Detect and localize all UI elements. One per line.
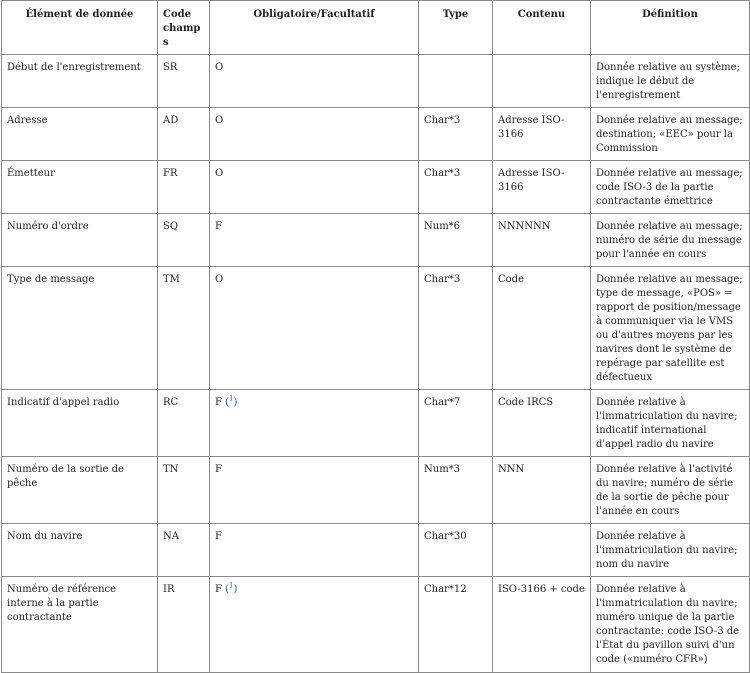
table-row [2, 108, 750, 161]
cell-element-text: Numéro de référence interne à la partie contractante [7, 584, 117, 623]
cell-definition-text: Donnée relative à l'immatriculation du navire; numéro unique de la partie contractante: code ISO-3 de l'État du pavillon suivi d'un code («numéro CFR») [596, 584, 740, 665]
cell-type [419, 267, 493, 390]
cell-contenu-text: NNNNNN [498, 221, 551, 232]
cell-obligatoire [210, 524, 419, 577]
cell-obligatoire [210, 457, 419, 524]
cell-obligatoire-text: F [215, 464, 222, 475]
cell-definition [591, 161, 750, 214]
cell-element-text: Numéro de la sortie de pêche [7, 464, 124, 489]
cell-type-text: Char*3 [424, 274, 461, 285]
table-row [2, 457, 750, 524]
header-code: Code champs [158, 1, 210, 55]
cell-contenu [493, 390, 591, 457]
cell-definition [591, 457, 750, 524]
cell-contenu [493, 267, 591, 390]
footnote-reference-link[interactable]: ($^1$) [225, 581, 238, 595]
cell-element-text: Nom du navire [7, 531, 83, 542]
cell-definition-text: Donnée relative au message; type de message, «POS» = rapport de position/message à communiquer via le VMS ou d'autres moyens par les navires dont le système de repérage par satellite est défectueux [596, 274, 743, 383]
table-row [2, 55, 750, 108]
cell-definition [591, 524, 750, 577]
cell-definition-text: Donnée relative au message; numéro de série du message pour l'année en cours [596, 221, 743, 260]
cell-element-text: Émetteur [7, 168, 55, 179]
header-contenu: Contenu [493, 1, 591, 55]
cell-code [158, 161, 210, 214]
cell-code [158, 214, 210, 267]
cell-contenu-text: ISO-3166 + code [498, 584, 585, 595]
cell-type [419, 524, 493, 577]
cell-element [2, 108, 158, 161]
cell-contenu [493, 108, 591, 161]
cell-obligatoire-text: O [215, 115, 224, 126]
cell-definition [591, 390, 750, 457]
cell-code [158, 457, 210, 524]
cell-definition [591, 55, 750, 108]
table-row [2, 267, 750, 390]
cell-contenu [493, 161, 591, 214]
cell-contenu-text: Code [498, 274, 524, 285]
cell-element-text: Indicatif d'appel radio [7, 397, 120, 408]
cell-element [2, 161, 158, 214]
cell-obligatoire-text: F [215, 584, 222, 595]
cell-contenu [493, 524, 591, 577]
table-row [2, 524, 750, 577]
cell-type [419, 214, 493, 267]
cell-definition [591, 214, 750, 267]
cell-element-text: Adresse [7, 115, 48, 126]
cell-definition-text: Donnée relative au message; code ISO-3 de la partie contractante émettrice [596, 168, 743, 207]
cell-code [158, 108, 210, 161]
cell-type [419, 390, 493, 457]
cell-obligatoire [210, 108, 419, 161]
cell-contenu [493, 214, 591, 267]
cell-obligatoire [210, 390, 419, 457]
header-type: Type [419, 1, 493, 55]
data-elements-table [1, 0, 750, 673]
cell-code-text: AD [163, 115, 179, 126]
footnote-number[interactable]: 1 [229, 581, 234, 590]
cell-code-text: SR [163, 62, 178, 73]
table-header-row [2, 1, 750, 55]
cell-element [2, 390, 158, 457]
cell-definition-text: Donnée relative au système; indique le début de l'enregistrement [596, 62, 740, 101]
table-row [2, 214, 750, 267]
cell-code [158, 55, 210, 108]
cell-code [158, 577, 210, 673]
cell-code-text: SQ [163, 221, 179, 232]
cell-code [158, 390, 210, 457]
cell-code [158, 524, 210, 577]
cell-element-text: Début de l'enregistrement [7, 62, 141, 73]
cell-obligatoire-text: F [215, 221, 222, 232]
cell-code-text: FR [163, 168, 178, 179]
cell-element [2, 524, 158, 577]
cell-definition-text: Donnée relative à l'activité du navire; numéro de série de la sortie de pêche pour l'année en cours [596, 464, 734, 517]
cell-code [158, 267, 210, 390]
cell-type-text: Num*3 [424, 464, 461, 475]
footnote-number[interactable]: 1 [229, 394, 234, 403]
cell-obligatoire-text: F [215, 397, 222, 408]
cell-type [419, 577, 493, 673]
cell-element-text: Numéro d'ordre [7, 221, 89, 232]
cell-definition [591, 267, 750, 390]
table-row [2, 577, 750, 673]
cell-contenu-text: Adresse ISO-3166 [498, 168, 565, 193]
cell-obligatoire-text: O [215, 62, 224, 73]
cell-contenu-text: NNN [498, 464, 525, 475]
cell-code-text: TM [163, 274, 180, 285]
cell-code-text: IR [163, 584, 175, 595]
cell-definition [591, 108, 750, 161]
header-definition: Définition [591, 1, 750, 55]
cell-type-text: Char*12 [424, 584, 467, 595]
cell-code-text: TN [163, 464, 179, 475]
table-row [2, 390, 750, 457]
cell-type [419, 55, 493, 108]
cell-obligatoire-text: F [215, 531, 222, 542]
cell-type-text: Char*3 [424, 168, 461, 179]
cell-type [419, 108, 493, 161]
cell-type-text: Char*30 [424, 531, 467, 542]
cell-code-text: RC [163, 397, 179, 408]
cell-contenu-text: Adresse ISO-3166 [498, 115, 565, 140]
cell-element [2, 457, 158, 524]
footnote-reference-link[interactable]: ($^1$) [225, 394, 238, 408]
cell-element [2, 267, 158, 390]
cell-obligatoire-text: O [215, 274, 224, 285]
cell-type-text: Char*3 [424, 115, 461, 126]
cell-type [419, 161, 493, 214]
cell-definition-text: Donnée relative à l'immatriculation du navire; nom du navire [596, 531, 738, 570]
cell-code-text: NA [163, 531, 179, 542]
cell-type-text: Char*7 [424, 397, 461, 408]
cell-definition [591, 577, 750, 673]
cell-obligatoire [210, 161, 419, 214]
cell-element [2, 214, 158, 267]
cell-definition-text: Donnée relative au message; destination; «EEC» pour la Commission [596, 115, 743, 154]
cell-obligatoire [210, 55, 419, 108]
cell-element [2, 55, 158, 108]
cell-type-text: Num*6 [424, 221, 461, 232]
cell-definition-text: Donnée relative à l'immatriculation du navire; indicatif international d'appel radio du navire [596, 397, 738, 450]
header-obligatoire: Obligatoire/Facultatif [210, 1, 419, 55]
cell-contenu [493, 457, 591, 524]
cell-type [419, 457, 493, 524]
cell-contenu [493, 577, 591, 673]
cell-element [2, 577, 158, 673]
cell-obligatoire [210, 214, 419, 267]
cell-element-text: Type de message [7, 274, 95, 285]
table-row [2, 161, 750, 214]
cell-obligatoire-text: O [215, 168, 224, 179]
header-element: Élément de donnée [2, 1, 158, 55]
cell-obligatoire [210, 267, 419, 390]
cell-contenu [493, 55, 591, 108]
cell-contenu-text: Code IRCS [498, 397, 554, 408]
cell-obligatoire [210, 577, 419, 673]
